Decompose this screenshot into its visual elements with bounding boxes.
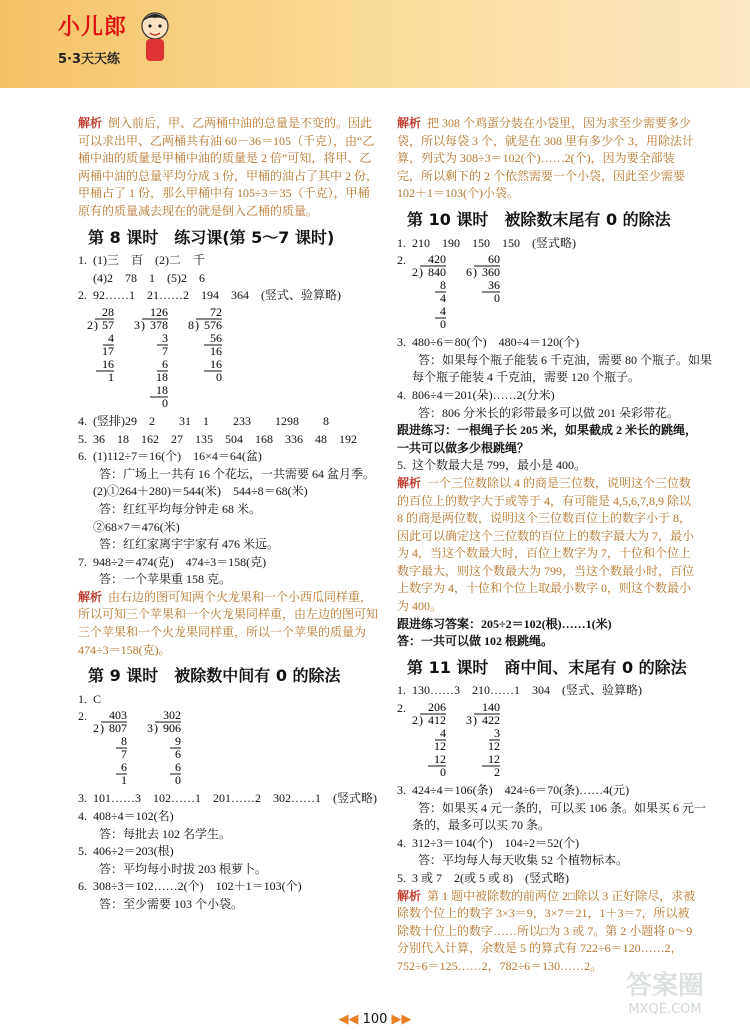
bracket: ) xyxy=(473,265,477,280)
dividend: 412 xyxy=(428,713,446,728)
division-step: 12 xyxy=(488,752,500,767)
bracket: ) xyxy=(419,265,423,280)
r11-line: 答：平均每人每天收集 52 个植物标本。 xyxy=(397,853,629,868)
l8b-line: 6. (1)112÷7＝16(个) 16×4＝64(盆) xyxy=(78,449,262,464)
quotient: 302 xyxy=(163,708,181,723)
r10-line: 5. 这个数最大是 799，最小是 400。 xyxy=(397,458,587,473)
r10-line: 4. 806÷4＝201(朵)……2(分米) xyxy=(397,387,555,402)
l9-line: 答：平均每小时拔 203 根萝卜。 xyxy=(78,861,268,876)
next-arrows-icon: ▶▶ xyxy=(391,1012,412,1027)
division-step: 0 xyxy=(440,765,446,780)
divisor: 3 xyxy=(466,713,472,728)
long-division-svg xyxy=(460,252,502,308)
l9-line: 3. 101……3 102……1 201……2 302……1 (竖式略) xyxy=(78,791,377,806)
division-step: 36 xyxy=(488,278,500,293)
long-division-group xyxy=(78,708,378,790)
division-step: 16 xyxy=(210,343,222,358)
r11-analysis: 解析 第 1 题中被除数的前两位 2□除以 3 正好除尽，求被除数个位上的数字 3×3＝9，3×7＝21，1＋3＝7，所以被除数十位上的数字……所以□为 3 或 7。第 2 小题将 0～9 分别代入计算，余数是 5 的算式有 722÷6＝120……2，752÷6＝125……2，782÷6＝130……2。 xyxy=(397,888,696,973)
divisor: 3 xyxy=(134,317,140,332)
division-step: 6 xyxy=(175,760,181,775)
bracket: ) xyxy=(419,713,423,728)
long-division xyxy=(128,305,170,413)
header-banner xyxy=(0,0,750,88)
watermark xyxy=(600,965,730,1025)
division-step: 0 xyxy=(175,773,181,788)
division-step: 3 xyxy=(162,330,168,345)
logo-subtitle: 5·3天天练 xyxy=(58,52,121,67)
division-step: 0 xyxy=(494,291,500,306)
long-division-svg xyxy=(406,700,448,782)
quotient: 420 xyxy=(428,252,446,267)
divisor: 2 xyxy=(87,317,93,332)
l8b-line: 4. (竖排)29 2 31 1 233 1298 8 xyxy=(78,413,329,428)
division-step: 12 xyxy=(488,739,500,754)
division-step: 0 xyxy=(440,317,446,332)
l8b-line: ②68×7＝476(米) xyxy=(78,519,180,534)
dividend: 807 xyxy=(109,721,127,736)
l8b-line: 答：一个苹果重 158 克。 xyxy=(78,572,232,587)
division-step: 18 xyxy=(156,369,168,384)
bracket: ) xyxy=(100,721,104,736)
long-division-svg xyxy=(87,708,129,790)
division-step: 6 xyxy=(162,356,168,371)
division-step: 3 xyxy=(494,726,500,741)
division-step: 7 xyxy=(162,343,168,358)
division-step: 7 xyxy=(121,747,127,762)
l8b-line: 答：红红平均每分钟走 68 米。 xyxy=(78,501,262,516)
prev-arrows-icon: ◀◀ xyxy=(338,1012,359,1027)
bracket: ) xyxy=(94,317,98,332)
long-division-svg xyxy=(182,305,224,387)
r11-line: 1. 130……3 210……1 304 (竖式、验算略) xyxy=(397,683,642,698)
l9-line: 5. 406÷2＝203(根) xyxy=(78,844,174,859)
r11-line: 答：如果买 4 元一条的，可以买 106 条。如果买 6 元一 xyxy=(397,800,707,815)
l9-line: 6. 308÷3＝102……2(个) 102＋1＝103(个) xyxy=(78,879,302,894)
long-division-svg xyxy=(406,252,448,334)
division-step: 16 xyxy=(102,356,114,371)
l8-line: 2. 92……1 21……2 194 364 (竖式、验算略) xyxy=(78,288,341,303)
lesson-9-title: 第 9 课时 被除数中间有 0 的除法 xyxy=(88,666,341,686)
dividend: 422 xyxy=(482,713,500,728)
follow-up-answer: 跟进练习答案：205÷2＝102(根)……1(米) xyxy=(397,616,612,631)
dividend: 360 xyxy=(482,265,500,280)
dividend: 378 xyxy=(150,317,168,332)
intro-analysis: 解析 把 308 个鸡蛋分装在小袋里，因为求至少需要多少袋，所以每袋 3 个，就是在 308 里有多少个 3，用除法计算，列式为 308÷3＝102(个)……2(个)，因为要全部装完，所以剩下的 2 个依然需要一个小袋，因此至少需要 102＋1＝103(个)小袋。 xyxy=(397,116,695,201)
r11-line: 3. 424÷4＝106(条) 424÷6＝70(条)……4(元) xyxy=(397,783,630,798)
division-step: 8 xyxy=(121,734,127,749)
r10-line: 每个瓶子能装 4 千克油，需要 120 个瓶子。 xyxy=(397,370,641,385)
l9-line: 答：每批去 102 名学生。 xyxy=(78,826,232,841)
quotient: 126 xyxy=(150,304,168,319)
left-column xyxy=(78,115,378,914)
bracket: ) xyxy=(141,317,145,332)
division-step: 12 xyxy=(434,752,446,767)
l8b-line: 答：广场上一共有 16 个花坛，一共需要 64 盆月季。 xyxy=(78,466,376,481)
divisor: 8 xyxy=(188,317,194,332)
l8b-line: 答：红红家离宇宇家有 476 米远。 xyxy=(78,537,280,552)
l9-line: 4. 408÷4＝102(名) xyxy=(78,809,174,824)
divisor: 3 xyxy=(147,721,153,736)
r10-line: 答：806 分米长的彩带最多可以做 201 朵彩带花。 xyxy=(397,405,680,420)
item-number: 2. xyxy=(397,253,406,268)
watermark-text: 答案圈 xyxy=(625,971,704,1001)
page-number: 100 xyxy=(362,1012,388,1027)
quotient: 140 xyxy=(482,700,500,715)
division-step: 2 xyxy=(494,765,500,780)
l9-line: 答：至少需要 103 个小袋。 xyxy=(78,897,244,911)
division-step: 1 xyxy=(121,773,127,788)
division-step: 16 xyxy=(210,356,222,371)
intro-analysis: 解析 倒入前后，甲、乙两桶中油的总量是不变的。因此可以求出甲、乙两桶共有油 60－36＝105（千克），由“乙桶中油的质量是甲桶中油的质量是 2 倍”可知，将甲、乙两桶中油的总量平均分成 3 份，甲桶的油占了其中 2 份，甲桶占了 1 份，那么甲桶中有 105÷3＝35（千克），甲桶原有的质量减去现在的就是倒入乙桶的质量。 xyxy=(78,116,379,218)
lesson-10-title: 第 10 课时 被除数末尾有 0 的除法 xyxy=(407,209,671,229)
quotient: 28 xyxy=(102,304,114,319)
r10-line: 1. 210 190 150 150 (竖式略) xyxy=(397,235,576,250)
division-step: 56 xyxy=(210,330,222,345)
division-step: 6 xyxy=(121,760,127,775)
division-step: 9 xyxy=(175,734,181,749)
divisor: 6 xyxy=(466,265,472,280)
bracket: ) xyxy=(195,317,199,332)
dividend: 57 xyxy=(102,317,114,332)
watermark-url: MXQE.COM xyxy=(628,1002,702,1017)
r10-line: 答：如果每个瓶子能装 6 千克油，需要 80 个瓶子。如果 xyxy=(397,352,713,367)
divisor: 2 xyxy=(93,721,99,736)
long-division xyxy=(460,252,502,308)
follow-up-exercise: 跟进练习：一根绳子长 205 米，如果截成 2 米长的跳绳，一共可以做多少根跳绳？ xyxy=(397,423,698,455)
long-division-group xyxy=(397,252,697,334)
dividend: 840 xyxy=(428,265,446,280)
long-division-svg xyxy=(81,305,116,387)
division-step: 8 xyxy=(440,278,446,293)
l8b-line: 5. 36 18 162 27 135 504 168 336 48 192 xyxy=(78,431,358,446)
division-step: 17 xyxy=(102,343,114,358)
divisor: 2 xyxy=(412,713,418,728)
long-division xyxy=(460,700,502,782)
division-step: 4 xyxy=(108,330,114,345)
long-division-group xyxy=(397,700,697,782)
long-division xyxy=(406,252,448,334)
quotient: 72 xyxy=(210,304,222,319)
l9-line: 1. C xyxy=(78,691,102,706)
r11-line: 4. 312÷3＝104(个) 104÷2＝52(个) xyxy=(397,835,580,850)
lesson-8-title: 第 8 课时 练习课(第 5～7 课时) xyxy=(88,227,335,247)
lesson-11-title: 第 11 课时 商中间、末尾有 0 的除法 xyxy=(407,657,687,677)
long-division-svg xyxy=(460,700,502,782)
quotient: 206 xyxy=(428,700,446,715)
long-division xyxy=(81,305,116,387)
r11-line: 条的，最多可以买 70 条。 xyxy=(397,818,551,833)
quotient: 403 xyxy=(109,708,127,723)
l8-line: (4)2 78 1 (5)2 6 xyxy=(78,270,205,285)
bracket: ) xyxy=(473,713,477,728)
item-number: 2. xyxy=(397,701,406,716)
r10-analysis: 解析 一个三位数除以 4 的商是三位数，说明这个三位数的百位上的数字大于或等于 4，有可能是 4,5,6,7,8,9 除以 8 的商是两位数，说明这个三位数百位上的数字小于 8，因此可以确定这个三位数的百位上的数字最大为 7，最小为 4，当这个数最大时，百位上数字为 7，十位和个位上数字最大，则这个数最大为 799，当这个数最小时，百位上数字为 4，十位和个位上取最小数字 0，则这个数最小为 400。 xyxy=(397,475,695,614)
bracket: ) xyxy=(154,721,158,736)
division-step: 0 xyxy=(216,369,222,384)
l8-analysis: 解析 由右边的图可知两个火龙果和一个小西瓜同样重，所以可知三个苹果和一个火龙果同样重，由左边的图可知三个苹果和一个火龙果同样重，所以一个苹果的质量为474÷3＝158(克)。 xyxy=(78,589,379,657)
l8b-line: 7. 948÷2＝474(克) 474÷3＝158(克) xyxy=(78,554,267,569)
item-number: 2. xyxy=(78,709,87,724)
long-division xyxy=(87,708,129,790)
dividend: 906 xyxy=(163,721,181,736)
division-step: 4 xyxy=(440,304,446,319)
r10-line: 3. 480÷6＝80(个) 480÷4＝120(个) xyxy=(397,335,580,350)
long-division xyxy=(406,700,448,782)
l8b-line: (2)①264＋280)＝544(米) 544÷8＝68(米) xyxy=(78,484,308,499)
division-step: 18 xyxy=(156,382,168,397)
dividend: 576 xyxy=(204,317,222,332)
l8-line: 1. (1)三 百 (2)二 千 xyxy=(78,253,205,268)
r11-line: 5. 3 或 7 2(或 5 或 8) (竖式略) xyxy=(397,871,569,885)
division-step: 4 xyxy=(440,291,446,306)
long-division-svg xyxy=(141,708,183,790)
quotient: 60 xyxy=(488,252,500,267)
divisor: 2 xyxy=(412,265,418,280)
division-step: 12 xyxy=(434,739,446,754)
long-division-group xyxy=(78,305,378,413)
division-step: 0 xyxy=(162,395,168,410)
long-division xyxy=(182,305,224,387)
division-step: 6 xyxy=(175,747,181,762)
long-division xyxy=(141,708,183,790)
division-step: 1 xyxy=(108,369,114,384)
mascot-icon xyxy=(135,8,175,68)
right-column xyxy=(397,115,713,976)
long-division-svg xyxy=(128,305,170,413)
division-step: 4 xyxy=(440,726,446,741)
follow-up-answer: 答：一共可以做 102 根跳绳。 xyxy=(397,634,554,649)
logo-title: 小儿郎 xyxy=(58,15,128,40)
